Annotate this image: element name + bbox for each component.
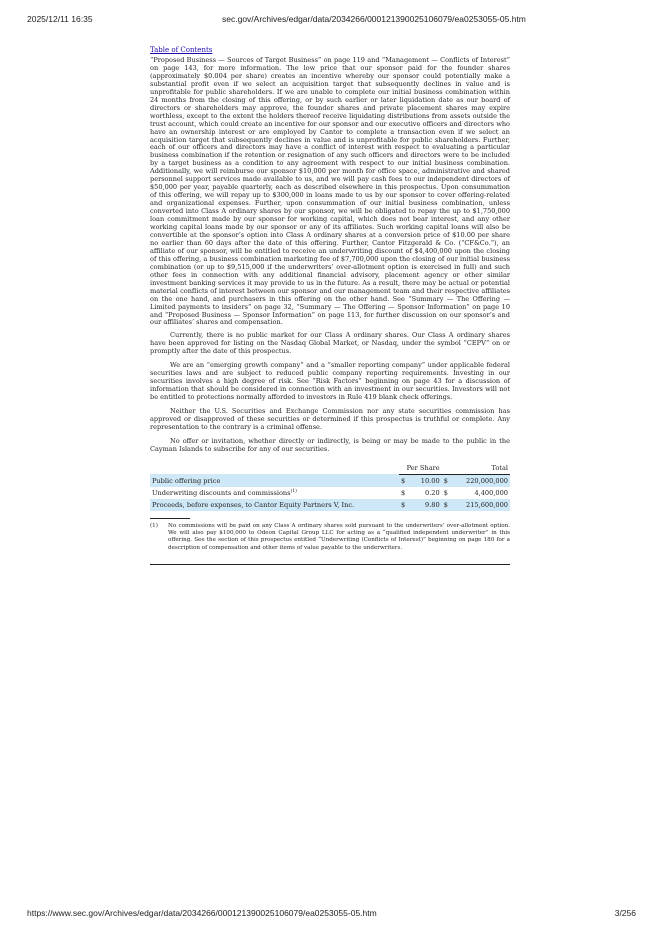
header-total: Total [442, 461, 510, 475]
per-share-value: 10.00 [411, 474, 442, 487]
footnote-ref: (1) [290, 488, 297, 494]
currency-symbol: $ [442, 499, 454, 511]
footnote-text: No commissions will be paid on any Class A ordinary shares sold pursuant to the underwriters’ over-allotment option. We will also pay $100,000 to Odeon Capital Group LLC for acting as a “qualified independent underwriter” in this offering. See the section of this prospectus entitled “Underwriting (Conflicts of Interest)” beginning on page 180 for a description of compensation and other items of value payable to the underwriters. [168, 522, 510, 551]
row-label: Public offering price [150, 474, 399, 487]
print-url-title: sec.gov/Archives/edgar/data/2034266/000121390025106079/ea0253055-05.htm [222, 14, 526, 24]
browser-print-header [0, 14, 662, 26]
print-url-full: https://www.sec.gov/Archives/edgar/data/2034266/000121390025106079/ea0253055-05.htm [27, 908, 377, 918]
document-page [150, 37, 510, 565]
total-value: 4,400,000 [474, 488, 508, 497]
total-value: 215,600,000 [454, 499, 510, 511]
paragraph-cayman: No offer or invitation, whether directly or indirectly, is being or may be made to the public in the Cayman Islands to subscribe for any of our securities. [150, 436, 510, 453]
table-row [150, 474, 510, 487]
print-datetime: 2025/12/11 16:35 [27, 14, 93, 24]
row-label: Proceeds, before expenses, to Cantor Equity Partners V, Inc. [150, 499, 399, 511]
currency-symbol: $ [401, 488, 406, 497]
header-per-share: Per Share [399, 461, 442, 475]
browser-print-footer [0, 908, 662, 920]
total-value: 220,000,000 [454, 474, 510, 487]
table-row [150, 487, 510, 499]
page-counter: 3/256 [614, 908, 636, 918]
currency-symbol: $ [442, 474, 454, 487]
currency-symbol: $ [443, 488, 448, 497]
per-share-value: 9.80 [411, 499, 442, 511]
footnote-marker: (1) [150, 522, 158, 529]
paragraph-market: Currently, there is no public market for our Class A ordinary shares. Our Class A ordinary shares have been approved for listing on the Nasdaq Global Market, or Nasdaq, under the symbol “CEPV” on or promptly after the date of this prospectus. [150, 331, 510, 356]
currency-symbol: $ [399, 474, 411, 487]
per-share-value: 0.20 [425, 488, 440, 497]
footnote-divider [150, 518, 190, 519]
table-row [150, 499, 510, 511]
paragraph-emerging-growth: We are an “emerging growth company” and a “smaller reporting company” under applicable federal securities laws and are subject to reduced public company reporting requirements. Investing in our securities involves a high degree of risk. See “Risk Factors” beginning on page 43 for a discussion of information that should be considered in connection with an investment in our securities. Investors will not be entitled to protections normally afforded to investors in Rule 419 blank check offerings. [150, 361, 510, 402]
currency-symbol: $ [399, 499, 411, 511]
page-end-divider [150, 564, 510, 565]
table-header-row [150, 461, 510, 475]
table-of-contents-link[interactable]: Table of Contents [150, 46, 213, 54]
offering-table [150, 461, 510, 511]
paragraph-sec-disclaimer: Neither the U.S. Securities and Exchange Commission nor any state securities commission has approved or disapproved of these securities or determined if this prospectus is truthful or complete. Any representation to the contrary is a criminal offense. [150, 407, 510, 431]
row-label: Underwriting discounts and commissions$^{(1)}$ [152, 488, 297, 497]
footnote [150, 523, 510, 552]
paragraph-conflicts: “Proposed Business — Sources of Target Business” on page 119 and “Management — Conflicts of Interest” on page 143, for more information. The low price that our sponsor paid for the founder shares (approximately $0.004 per share) creates an incentive whereby our sponsor could potentially make a substantial profit even if we select an acquisition target that subsequently declines in value and is unprofitable for public shareholders. If we are unable to complete our initial business combination within 24 months from the closing of this offering, or by such earlier or later liquidation date as our board of directors or shareholders may approve, the founder shares and private placement shares may expire worthless, except to the extent the holders thereof receive liquidating distributions from assets outside the trust account, which could create an incentive for our sponsor and our executive officers and directors who have an ownership interest or are employed by Cantor to complete a transaction even if we select an acquisition target that subsequently declines in value and is unprofitable for public shareholders. Further, each of our officers and directors may have a conflict of interest with respect to evaluating a particular business combination if the retention or resignation of any such officers and directors were to be included by a target business as a condition to any agreement with respect to our initial business combination. Additionally, we will reimburse our sponsor $10,000 per month for office space, administrative and shared personnel support services made available to us, and we will pay cash fees to our independent directors of $50,000 per year, payable quarterly, each as described elsewhere in this prospectus. Upon consummation of this offering, we will repay up to $300,000 in loans made to us by our sponsor to cover offering-related and organizational expenses. Further, upon consummation of our initial business combination, unless converted into Class A ordinary shares by our sponsor, we will be obligated to repay the up to $1,750,000 loan commitment made by our sponsor for working capital, which does not bear interest, and any other working capital loans made by our sponsor or any of its affiliates. Such working capital loans will also be convertible at the sponsor’s option into Class A ordinary shares at a conversion price of $10.00 per share no earlier than 60 days after the date of this offering. Further, Cantor Fitzgerald & Co. (“CF&Co.”), an affiliate of our sponsor, will be entitled to receive an underwriting discount of $4,400,000 upon the closing of this offering, a business combination marketing fee of $7,700,000 upon the closing of our initial business combination (or up to $9,515,000 if the underwriters’ over-allotment option is exercised in full) and such other fees in connection with any additional financial advisory, placement agency or other similar investment banking services it may provide to us in the future. As a result, there may be actual or potential material conflicts of interest between our sponsor and our management team and their respective affiliates on the one hand, and purchasers in this offering on the other hand. See “Summary — The Offering — Limited payments to insiders” on page 32, “Summary — The Offering — Sponsor Information” on page 10 and “Proposed Business — Sponsor Information” on page 113, for further discussion on our sponsor’s and our affiliates’ shares and compensation. [150, 56, 510, 327]
